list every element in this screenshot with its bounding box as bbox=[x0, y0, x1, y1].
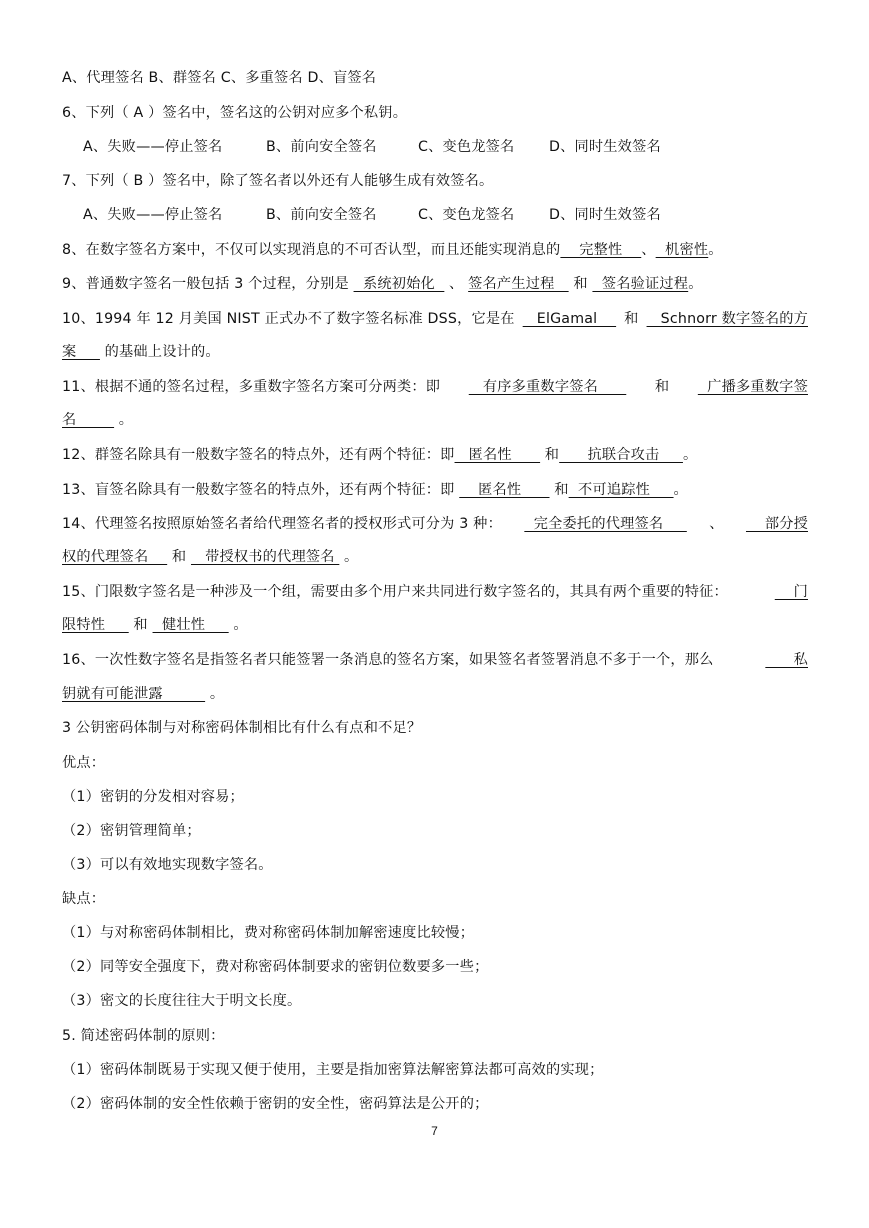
pros-label: 优点： bbox=[62, 755, 106, 771]
q6-stem: 6、下列（ A ）签名中，签名这的公钥对应多个私钥。 bbox=[62, 105, 408, 121]
q7-options bbox=[83, 205, 829, 225]
pros-item-1: （1）密钥的分发相对容易； bbox=[62, 789, 244, 805]
section-3-title: 3 公钥密码体制与对称密码体制相比有什么有点和不足？ bbox=[62, 720, 422, 736]
q11-text: 11、根据不通的签名过程，多重数字签名方案可分两类：即 bbox=[62, 379, 441, 395]
q14-answer-2: 部分授 bbox=[745, 516, 808, 532]
q9-answer-3: 签名验证过程 bbox=[592, 276, 689, 292]
q9-line bbox=[62, 274, 808, 294]
q14-answer-1: 完全委托的代理签名 bbox=[524, 516, 687, 532]
q8-text: 8、在数字签名方案中，不仅可以实现消息的不可否认型，而且还能实现消息的 bbox=[62, 242, 561, 258]
q10-end: 的基础上设计的。 bbox=[99, 344, 220, 360]
q11-answer-2: 广播多重数字签 bbox=[697, 379, 808, 395]
q9-sep-1: 、 bbox=[444, 276, 469, 292]
q10-line-2 bbox=[62, 342, 808, 362]
q8-line bbox=[62, 240, 808, 260]
q12-sep: 和 bbox=[540, 447, 560, 463]
q10-line-1 bbox=[62, 309, 808, 329]
q16-line-2 bbox=[62, 684, 808, 704]
cons-item-2: （2）同等安全强度下，费对称密码体制要求的密钥位数要多一些； bbox=[62, 959, 489, 975]
cons-label: 缺点： bbox=[62, 891, 106, 907]
q15-answer-1-cont: 限特性 bbox=[62, 617, 129, 633]
q15-line-2 bbox=[62, 615, 808, 635]
q9-answer-2: 签名产生过程 bbox=[468, 276, 569, 292]
q11-answer-1: 有序多重数字签名 bbox=[468, 379, 627, 395]
q14-text: 14、代理签名按照原始签名者给代理签名者的授权形式可分为 3 种： bbox=[62, 516, 502, 532]
q8-separator: 、 bbox=[641, 242, 656, 258]
q13-text: 13、盲签名除具有一般数字签名的特点外，还有两个特征：即 bbox=[62, 482, 460, 498]
q6-option-a: A、失败——停止签名 bbox=[83, 139, 223, 155]
q14-end: 。 bbox=[339, 549, 359, 565]
q15-sep: 和 bbox=[128, 617, 153, 633]
q8-answer-1: 完整性 bbox=[560, 242, 642, 258]
q9-answer-1: 系统初始化 bbox=[353, 276, 445, 292]
q10-sep: 和 bbox=[624, 311, 639, 327]
cons-item-1: （1）与对称密码体制相比，费对称密码体制加解密速度比较慢； bbox=[62, 925, 475, 941]
q9-end: 。 bbox=[688, 276, 703, 292]
q16-text: 16、一次性数字签名是指签名者只能签署一条消息的签名方案，如果签名者签署消息不多于一个，那么 bbox=[62, 652, 714, 668]
q15-answer-1: 门 bbox=[774, 584, 808, 600]
q12-end: 。 bbox=[682, 447, 698, 463]
q7-stem: 7、下列（ B ）签名中，除了签名者以外还有人能够生成有效签名。 bbox=[62, 173, 494, 189]
q11-answer-2-cont: 名 bbox=[62, 412, 115, 428]
q15-text: 15、门限数字签名是一种涉及一个组，需要由多个用户来共同进行数字签名的，其具有两个重要的特征： bbox=[62, 584, 728, 600]
q6-option-b: B、前向安全签名 bbox=[266, 139, 377, 155]
principle-item-1: （1）密码体制既易于实现又便于使用，主要是指加密算法解密算法都可高效的实现； bbox=[62, 1062, 604, 1078]
q16-line-1 bbox=[62, 650, 808, 670]
q14-line-2 bbox=[62, 547, 808, 567]
q9-text: 9、普通数字签名一般包括 3 个过程，分别是 bbox=[62, 276, 354, 292]
q14-line-1 bbox=[62, 514, 808, 534]
q12-answer-1: 匿名性 bbox=[454, 447, 541, 463]
q14-sep-2: 和 bbox=[167, 549, 191, 565]
q8-answer-2: 机密性 bbox=[655, 242, 709, 258]
q13-sep: 和 bbox=[549, 482, 569, 498]
q12-line bbox=[62, 445, 808, 465]
q7-option-d: D、同时生效签名 bbox=[549, 207, 661, 223]
q13-answer-1: 匿名性 bbox=[459, 482, 550, 498]
q11-line-2 bbox=[62, 410, 808, 430]
q14-answer-3: 带授权书的代理签名 bbox=[190, 549, 340, 565]
q16-answer-1: 私 bbox=[765, 652, 808, 668]
q6-options bbox=[83, 137, 829, 157]
pros-item-2: （2）密钥管理简单； bbox=[62, 823, 201, 839]
q13-line bbox=[62, 480, 808, 500]
q6-option-d: D、同时生效签名 bbox=[549, 139, 661, 155]
cons-item-3: （3）密文的长度往往大于明文长度。 bbox=[62, 993, 302, 1009]
q12-answer-2: 抗联合攻击 bbox=[559, 447, 683, 463]
q15-line-1 bbox=[62, 582, 808, 602]
q13-answer-2: 不可追踪性 bbox=[568, 482, 674, 498]
q11-sep: 和 bbox=[654, 379, 670, 395]
q6-option-c: C、变色龙签名 bbox=[418, 139, 515, 155]
q9-sep-2: 和 bbox=[568, 276, 593, 292]
q7-option-a: A、失败——停止签名 bbox=[83, 207, 223, 223]
q14-sep-1: 、 bbox=[709, 516, 724, 532]
q8-end: 。 bbox=[708, 242, 723, 258]
principle-item-2: （2）密码体制的安全性依赖于密钥的安全性，密码算法是公开的； bbox=[62, 1096, 489, 1112]
pros-item-3: （3）可以有效地实现数字签名。 bbox=[62, 857, 273, 873]
section-5-title: 5. 简述密码体制的原则： bbox=[62, 1028, 225, 1044]
q13-end: 。 bbox=[673, 482, 688, 498]
q10-answer-1: ElGamal bbox=[522, 311, 617, 327]
q5-options: A、代理签名 B、群签名 C、多重签名 D、盲签名 bbox=[62, 70, 377, 86]
q7-option-b: B、前向安全签名 bbox=[266, 207, 377, 223]
q10-text: 10、1994 年 12 月美国 NIST 正式办不了数字签名标准 DSS，它是在 bbox=[62, 311, 515, 327]
page-number: 7 bbox=[431, 1124, 438, 1138]
q10-answer-2-cont: 案 bbox=[62, 344, 100, 360]
q16-answer-1-cont: 钥就有可能泄露 bbox=[62, 686, 206, 702]
q10-answer-2: Schnorr 数字签名的方 bbox=[646, 311, 808, 327]
q15-end: 。 bbox=[228, 617, 248, 633]
q14-answer-2-cont: 权的代理签名 bbox=[62, 549, 168, 565]
q12-text: 12、群签名除具有一般数字签名的特点外，还有两个特征：即 bbox=[62, 447, 455, 463]
q11-line-1 bbox=[62, 377, 808, 397]
q16-end: 。 bbox=[205, 686, 225, 702]
q15-answer-2: 健壮性 bbox=[152, 617, 229, 633]
q7-option-c: C、变色龙签名 bbox=[418, 207, 515, 223]
q11-end: 。 bbox=[114, 412, 134, 428]
